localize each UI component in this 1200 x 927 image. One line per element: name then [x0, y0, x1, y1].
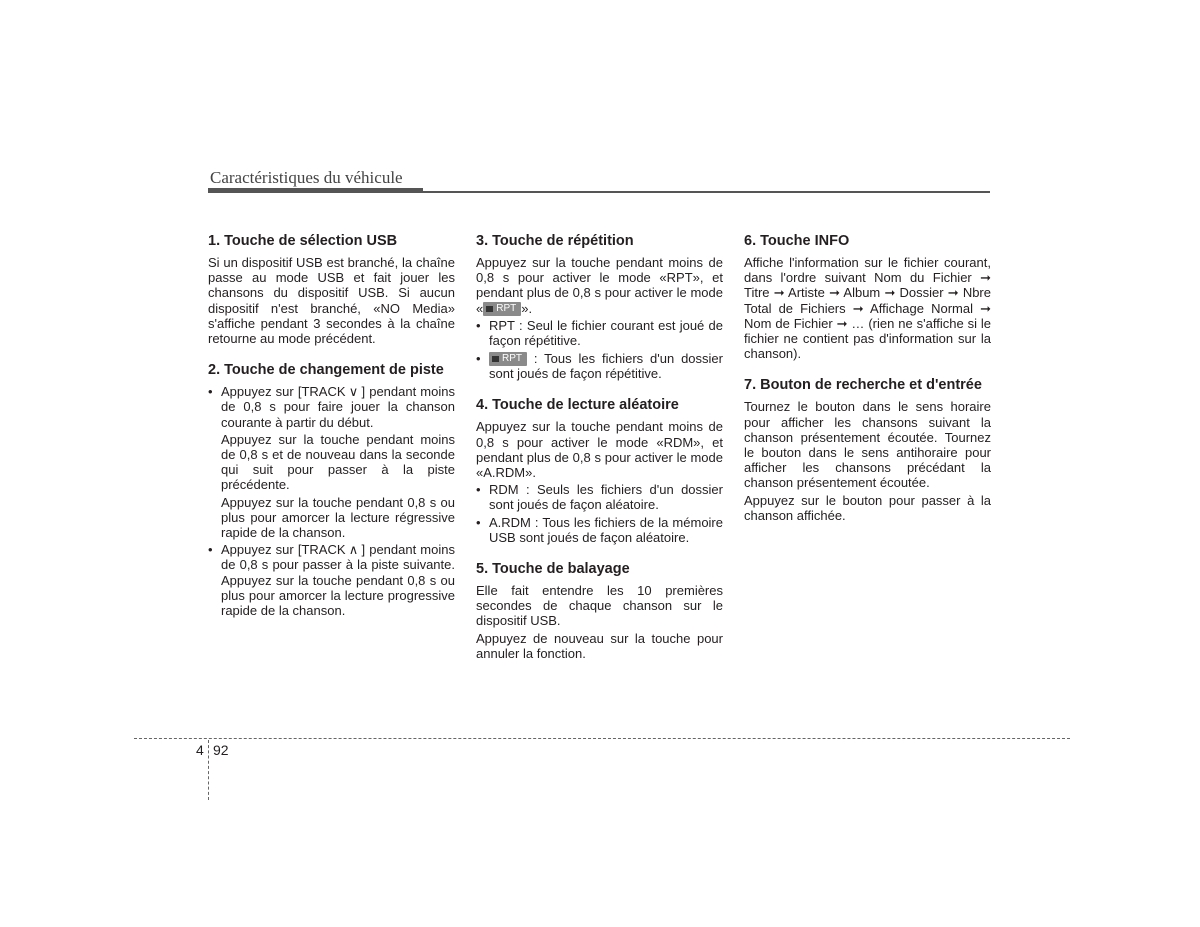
- section-repeat: [476, 233, 723, 381]
- column-3: [744, 233, 991, 539]
- section-title: 5. Touche de balayage: [476, 560, 630, 577]
- section-title: 1. Touche de sélection USB: [208, 233, 398, 249]
- section-usb-select: [208, 233, 455, 346]
- chevron-down-icon: ∨: [348, 384, 359, 400]
- bullet-text: ] pendant moins de 0,8 s pour passer à la piste suivante. Appuyez sur la touche pendant 0,8 s ou plus pour amorcer la lecture progressive rapide de la chanson.: [221, 542, 455, 619]
- section-random: [476, 397, 723, 545]
- bullet-item: [208, 542, 455, 618]
- folder-rpt-badge: [483, 302, 521, 316]
- column-2: [476, 233, 723, 677]
- section-text: [476, 255, 723, 316]
- rpt-label: RPT: [496, 303, 517, 315]
- header-rule: [208, 191, 990, 193]
- section-title: 7. Bouton de recherche et d'entrée: [744, 377, 982, 394]
- folder-icon: [486, 306, 493, 312]
- section-search-enter: [744, 377, 991, 523]
- bullet-text: : Tous les fichiers d'un dossier sont joués de façon répétitive.: [489, 350, 723, 382]
- indented-text: Appuyez sur la touche pendant moins de 0,8 s et de nouveau dans la seconde qui suit pour passer à la piste précédente.: [221, 431, 455, 493]
- section-text: Appuyez sur la touche pendant moins de 0,8 s pour activer le mode «RDM», et pendant plus de 0,8 s pour activer le mode «A.RDM».: [476, 419, 723, 480]
- bullet-text: ] pendant moins de 0,8 s pour faire jouer la chanson courante à partir du début.: [221, 384, 455, 430]
- text-segment: ».: [521, 300, 533, 316]
- bullet-item: • RDM : Seuls les fichiers d'un dossier sont joués de façon aléatoire.: [476, 482, 723, 512]
- bullet-text: Appuyez sur [TRACK: [221, 384, 346, 400]
- bullet-item: • A.RDM : Tous les fichiers de la mémoire USB sont joués de façon aléatoire.: [476, 515, 723, 545]
- section-title: 4. Touche de lecture aléatoire: [476, 397, 679, 414]
- section-text: Appuyez de nouveau sur la touche pour annuler la fonction.: [476, 630, 723, 661]
- folder-rpt-badge: [489, 352, 527, 366]
- section-text: Appuyez sur le bouton pour passer à la chanson affichée.: [744, 492, 991, 523]
- column-1: [208, 233, 455, 634]
- bullet-item: [476, 351, 723, 382]
- chevron-up-icon: ∧: [348, 542, 359, 558]
- section-number: 4: [196, 742, 204, 758]
- folder-icon: [492, 356, 499, 362]
- section-title: 3. Touche de répétition: [476, 233, 634, 249]
- footer-rule: [134, 738, 1070, 739]
- bullet-item: • RPT : Seul le fichier courant est joué de façon répétitive.: [476, 318, 723, 348]
- section-title: 2. Touche de changement de piste: [208, 362, 444, 379]
- footer-divider: [208, 740, 209, 800]
- section-text: Tournez le bouton dans le sens horaire pour afficher les chansons suivant la chanson présentement écoutée. Tournez le bouton dans le sens antihoraire pour afficher les chansons précédant la chanson présentement écoutée.: [744, 399, 991, 491]
- text-segment: Appuyez sur la touche pendant moins de 0,8 s pour activer le mode «RPT», et pendant plus de 0,8 s pour activer le mode «: [476, 255, 723, 316]
- section-scan: [476, 561, 723, 661]
- section-text: Affiche l'information sur le fichier courant, dans l'ordre suivant Nom du Fichier ➞ Titre ➞ Artiste ➞ Album ➞ Dossier ➞ Nbre Total de Fichiers ➞ Affichage Normal ➞ Nom de Fichier ➞ … (rien ne s'affiche si le fichier ne contient pas d'information sur la chanson).: [744, 255, 991, 362]
- bullet-item: [208, 384, 455, 430]
- page-header-title: Caractéristiques du véhicule: [210, 168, 403, 187]
- section-title: 6. Touche INFO: [744, 233, 850, 249]
- section-text: Elle fait entendre les 10 premières secondes de chaque chanson sur le dispositif USB.: [476, 582, 723, 629]
- section-info: [744, 233, 991, 361]
- bullet-text: Appuyez sur [TRACK: [221, 542, 346, 558]
- page-number: 92: [213, 742, 229, 758]
- rpt-label: RPT: [502, 353, 522, 365]
- section-track-change: [208, 362, 455, 618]
- section-text: Si un dispositif USB est branché, la chaîne passe au mode USB et fait jouer les chansons du dispositif USB. Si aucun dispositif n'est branché, «NO Media» s'affiche pendant 3 secondes à la chaîne retourne au mode précédent.: [208, 255, 455, 347]
- indented-text: Appuyez sur la touche pendant 0,8 s ou plus pour amorcer la lecture régressive rapide de la chanson.: [221, 494, 455, 541]
